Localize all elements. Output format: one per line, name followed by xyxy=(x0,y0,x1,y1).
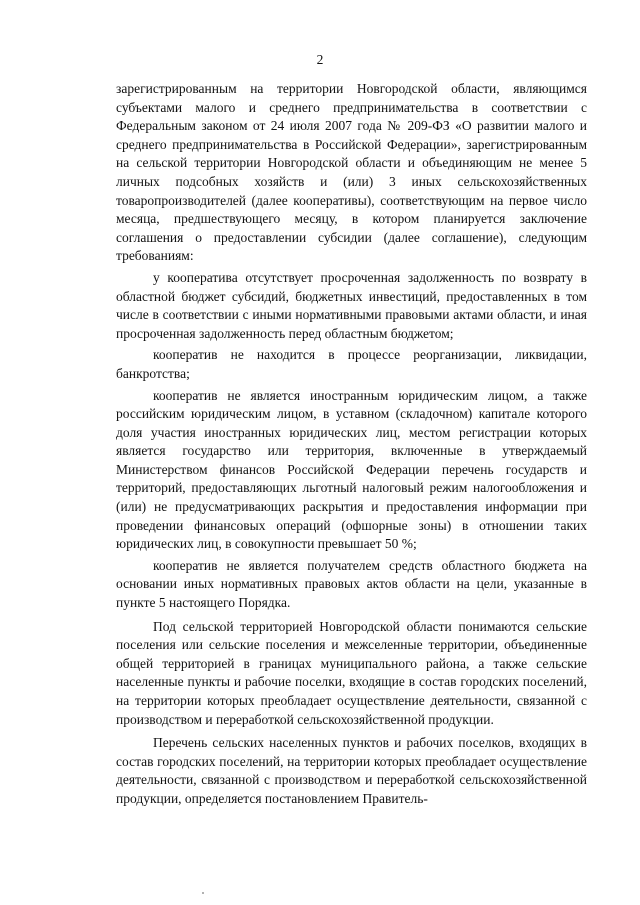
page-number: 2 xyxy=(316,52,324,67)
paragraph-eligible-cooperatives: зарегистрированным на территории Новгородской области, являющимся субъектами малого и среднего предпринимательства в соответствии с Федеральным законом от 24 июля 2007 года № 209-ФЗ «О развитии малого и среднего предпринимательства в Российской Федерации», зарегистрированным на сельской территории Новгородской области и объединяющим не менее 5 личных подсобных хозяйств и (или) 3 иных сельскохозяйственных товаропроизводителей (далее кооперативы), соответствующим на первое число месяца, предшествующего месяцу, в котором планируется заключение соглашения о предоставлении субсидии (далее соглашение), следующим требованиям: xyxy=(116,81,587,264)
scan-artifact xyxy=(202,892,204,894)
requirement-no-reorganization: кооператив не находится в процессе реорганизации, ликвидации, банкротства; xyxy=(116,347,587,381)
paragraph-rural-territory-definition: Под сельской территорией Новгородской области понимаются сельские поселения или сельские поселения и межселенные территории, объединенные общей территорией в границах муниципального района, а также сельские населенные пункты и рабочие поселки, входящие в состав городских поселений, на территории которых преобладает осуществление деятельности, связанной с производством и переработкой сельскохозяйственной продукции. xyxy=(116,618,587,727)
requirement-not-foreign-entity: кооператив не является иностранным юридическим лицом, а также российским юридическим лицом, в уставном (складочном) капитале которого доля участия иностранных юридических лиц, местом регистрации которых является государство или территория, включенные в утверждаемый Министерством финансов Российской Федерации перечень государств и территорий, предоставляющих льготный налоговый режим налогообложения и (или) не предусматривающих раскрытия и предоставления информации при проведении финансовых операций (офшорные зоны) в отношении таких юридических лиц, в совокупности превышает 50 %; xyxy=(116,387,587,552)
paragraph-settlement-list: Перечень сельских населенных пунктов и рабочих поселков, входящих в состав городских поселений, на территории которых преобладает осуществление деятельности, связанной с производством и переработкой сельскохозяйственной продукции, определяется постановлением Правитель- xyxy=(116,735,587,806)
requirement-not-budget-recipient: кооператив не является получателем средств областного бюджета на основании иных нормативных правовых актов области на цели, указанные в пункте 5 настоящего Порядка. xyxy=(116,557,587,611)
requirement-no-overdue-debt: у кооператива отсутствует просроченная задолженность по возврату в областной бюджет субсидий, бюджетных инвестиций, предоставленных в том числе в соответствии с иными нормативными правовыми актами области, и иная просроченная задолженность перед областным бюджетом; xyxy=(116,269,587,341)
document-body xyxy=(116,80,587,809)
